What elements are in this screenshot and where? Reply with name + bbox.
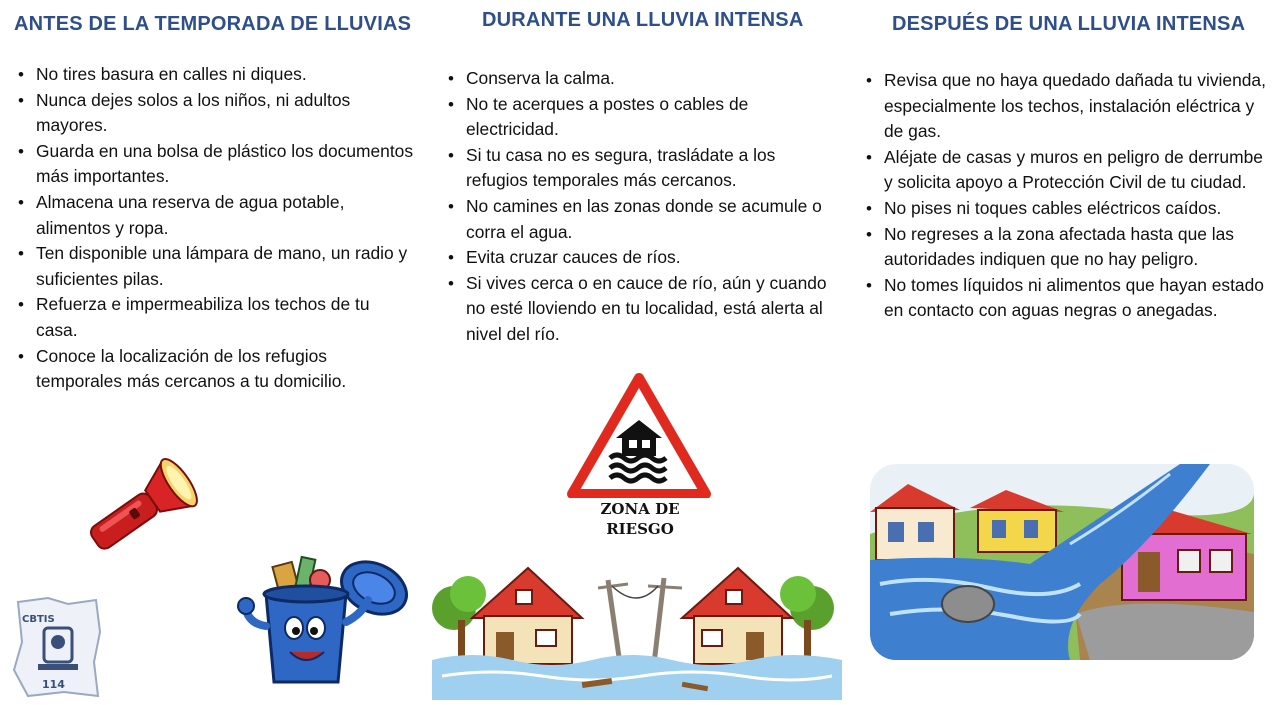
list-item: • Conoce la localización de los refugios temporales más cercanos a tu domicilio. [14,344,414,395]
risk-zone-line1: ZONA DE [600,500,680,518]
list-item: • Si vives cerca o en cauce de río, aún y cuando no esté lloviendo en tu localidad, está alerta al nivel del río. [444,271,834,348]
logo-number: 114 [42,678,65,691]
during-tips-list [444,66,834,348]
flooded-houses-icon [432,560,842,700]
logo-name: CBTIS [22,614,55,625]
list-item: • Conserva la calma. [444,66,834,92]
list-item: • Evita cruzar cauces de ríos. [444,245,834,271]
before-section-title: ANTES DE LA TEMPORADA DE LLUVIAS [14,13,412,35]
list-item: • Ten disponible una lámpara de mano, un radio y suficientes pilas. [14,241,414,292]
school-logo-icon [8,592,106,702]
list-item: • Nunca dejes solos a los niños, ni adultos mayores. [14,88,414,139]
flooded-street-icon [870,464,1254,660]
list-item: • No tires basura en calles ni diques. [14,62,414,88]
list-item: • Refuerza e impermeabiliza los techos de tu casa. [14,292,414,343]
risk-zone-line2: RIESGO [606,520,674,538]
after-tips-list [862,68,1272,324]
list-item: • Si tu casa no es segura, trasládate a los refugios temporales más cercanos. [444,143,834,194]
trash-can-icon [236,536,412,688]
list-item: • No te acerques a postes o cables de electricidad. [444,92,834,143]
list-item: • Revisa que no haya quedado dañada tu vivienda, especialmente los techos, instalación eléctrica y de gas. [862,68,1272,145]
during-section-title: DURANTE UNA LLUVIA INTENSA [482,9,804,31]
risk-zone-label [577,499,703,539]
list-item: • Aléjate de casas y muros en peligro de derrumbe y solicita apoyo a Protección Civil de tu ciudad. [862,145,1272,196]
before-tips-list [14,62,414,395]
after-section-title: DESPUÉS DE UNA LLUVIA INTENSA [892,13,1246,35]
list-item: • No pises ni toques cables eléctricos caídos. [862,196,1272,222]
flashlight-icon [74,440,219,565]
list-item: • No regreses a la zona afectada hasta que las autoridades indiquen que no hay peligro. [862,222,1272,273]
flood-warning-sign-icon [566,372,712,498]
list-item: • No camines en las zonas donde se acumule o corra el agua. [444,194,834,245]
list-item: • Guarda en una bolsa de plástico los documentos más importantes. [14,139,414,190]
list-item: • Almacena una reserva de agua potable, alimentos y ropa. [14,190,414,241]
list-item: • No tomes líquidos ni alimentos que hayan estado en contacto con aguas negras o anegadas. [862,273,1272,324]
